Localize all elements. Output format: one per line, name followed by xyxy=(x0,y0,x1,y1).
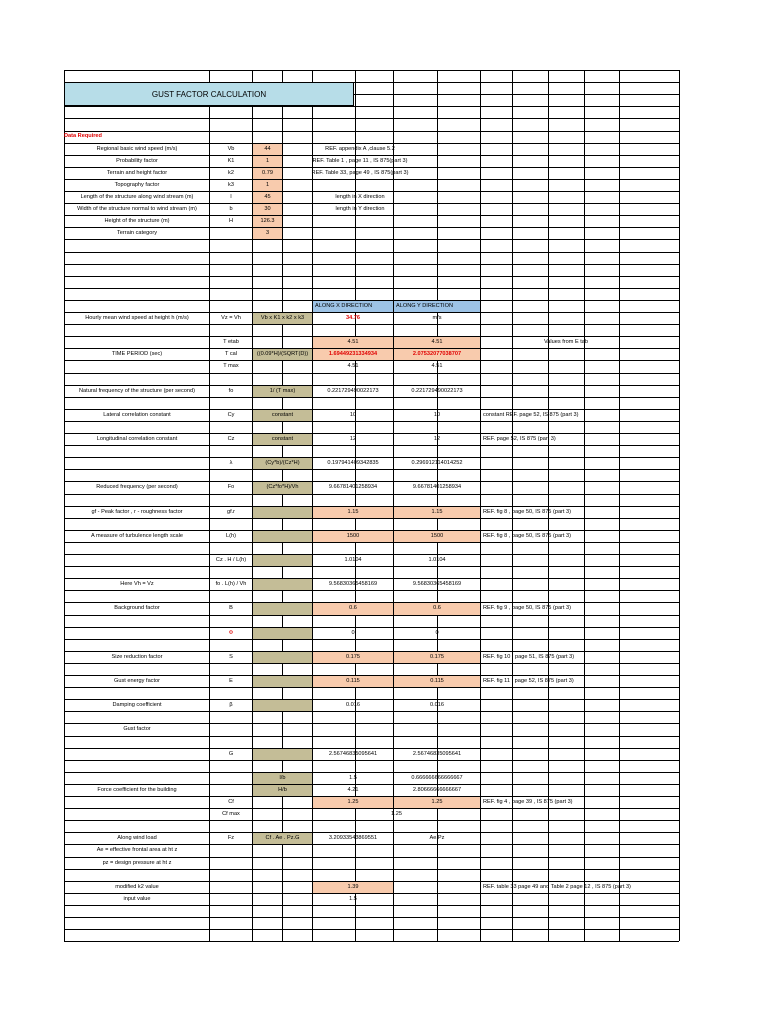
grid-line xyxy=(679,70,680,941)
grid-line xyxy=(64,542,679,543)
force-lb-x: 1.5 xyxy=(349,774,357,781)
grid-line xyxy=(584,70,585,941)
force-cf-y: 1.25 xyxy=(394,797,480,808)
header-y-direction: ALONG Y DIRECTION xyxy=(394,301,480,312)
input-value-number: 1.5 xyxy=(349,895,357,902)
calc-symbol xyxy=(210,724,252,736)
input-reference: length in X direction xyxy=(335,193,385,200)
along-wind-note: pz = design pressure at ht z xyxy=(102,859,172,866)
input-value: 1 xyxy=(253,180,282,191)
calc-y: 1.15 xyxy=(394,507,480,518)
force-hb-formula: H/b xyxy=(253,785,312,796)
grid-line xyxy=(64,445,679,446)
calc-x: 0.221729490022173 xyxy=(327,387,379,394)
calc-reference: REF. fig 10 , page 51, IS 875 (part 3) xyxy=(483,653,575,660)
calc-y: 10 xyxy=(433,411,441,418)
calc-y xyxy=(394,724,480,736)
grid-line xyxy=(548,70,549,941)
calc-x: 0.197941409342835 xyxy=(327,459,379,466)
grid-line xyxy=(64,566,679,567)
calc-symbol: L(h) xyxy=(226,532,236,539)
calc-x: 1.15 xyxy=(313,507,393,518)
calc-formula xyxy=(253,531,312,542)
calc-x: 2.56746835095641 xyxy=(328,750,378,757)
input-value: 0.79 xyxy=(253,168,282,179)
calc-reference: REF. fig 11 , page 52, IS 875 (part 3) xyxy=(483,677,574,684)
calc-reference: REF. fig 8 , page 50, IS 875 (part 3) xyxy=(483,532,571,539)
force-cf-symbol: Cf xyxy=(228,798,234,805)
calc-y: 0.6 xyxy=(394,603,480,615)
grid-line xyxy=(64,373,679,374)
calc-formula xyxy=(253,676,312,687)
force-cfmax-value: 1.25 xyxy=(391,810,402,817)
calc-y: 0.221729490022173 xyxy=(411,387,463,394)
calc-reference: constant REF. page 52, IS 875 (part 3) xyxy=(483,411,579,418)
input-symbol: K1 xyxy=(227,157,235,164)
time-period-symbol: T max xyxy=(223,363,239,370)
calc-reference xyxy=(481,749,619,760)
calc-formula: constant xyxy=(253,434,312,445)
time-period-formula xyxy=(253,337,312,348)
time-period-symbol: T etab xyxy=(223,338,239,345)
time-period-x: 4.51 xyxy=(347,363,359,370)
calc-x xyxy=(313,724,393,736)
input-symbol xyxy=(210,228,252,239)
calc-reference xyxy=(481,579,619,590)
calc-y: 1.0104 xyxy=(428,556,446,563)
calc-formula xyxy=(253,652,312,663)
modified-k2-description: modified k2 value xyxy=(115,883,159,890)
calc-x: 1500 xyxy=(313,531,393,542)
grid-line xyxy=(64,469,679,470)
time-period-note xyxy=(513,349,619,360)
calc-x: 1.0104 xyxy=(344,556,362,563)
grid-line xyxy=(64,905,679,906)
grid-line xyxy=(619,70,620,941)
calc-description: gf - Peak factor , r - roughness factor xyxy=(91,508,183,515)
time-period-formula: ((0.09*H)/(SQRT(D)) xyxy=(253,349,312,360)
time-period-label: TIME PERIOD (sec) xyxy=(111,351,163,358)
along-wind-value: 3.20933543869551 xyxy=(328,834,378,841)
calc-formula: constant xyxy=(253,410,312,421)
grid-line xyxy=(64,917,679,918)
force-lb-formula: l/b xyxy=(253,773,312,784)
input-symbol: l xyxy=(230,193,232,200)
grid-line xyxy=(64,70,679,71)
grid-line xyxy=(64,324,679,325)
calc-symbol: Φ xyxy=(228,629,234,636)
grid-line xyxy=(64,494,679,495)
grid-line xyxy=(64,239,679,240)
calc-symbol: Cz . H / L(h) xyxy=(215,556,247,563)
time-period-y: 2.07532077038707 xyxy=(394,349,480,360)
force-cf-x: 1.25 xyxy=(313,797,393,808)
calc-description: A measure of turbulence length scale xyxy=(90,532,184,539)
calc-symbol: fo xyxy=(228,387,234,394)
input-value: 45 xyxy=(253,192,282,203)
input-reference: length in Y direction xyxy=(335,205,385,212)
calc-y: 1500 xyxy=(394,531,480,542)
input-reference: REF. appendix A ,clause 5.2 xyxy=(325,145,395,152)
calc-symbol: λ xyxy=(229,459,233,466)
calc-symbol: fo . L(h) / Vh xyxy=(215,580,247,587)
input-value: 30 xyxy=(253,204,282,215)
input-reference xyxy=(283,180,437,191)
calc-formula xyxy=(253,507,312,518)
input-value: 126.3 xyxy=(253,216,282,227)
along-wind-unit: Ae.Pz xyxy=(429,834,445,841)
input-description: Terrain and height factor xyxy=(106,169,168,176)
hourly-symbol: Vz = Vh xyxy=(221,314,241,321)
input-reference xyxy=(283,216,437,227)
calc-description: Reduced frequency (per second) xyxy=(96,484,178,491)
hourly-value: 34.76 xyxy=(346,314,360,321)
calc-x: 0.016 xyxy=(346,701,360,708)
grid-line xyxy=(64,929,679,930)
modified-k2-reference: REF. table 33 page 49 and Table 2 page 12 , IS 875 (part 3) xyxy=(483,883,631,890)
input-reference xyxy=(283,228,437,239)
input-symbol: Vb xyxy=(227,145,235,152)
calc-formula: 1/ (T max) xyxy=(253,386,312,397)
calc-reference xyxy=(481,458,619,469)
grid-line xyxy=(64,118,679,119)
input-value: 3 xyxy=(253,228,282,239)
data-required-label: Data Required xyxy=(64,133,102,139)
calc-symbol: B xyxy=(229,605,233,612)
input-description: Height of the structure (m) xyxy=(104,217,170,224)
calc-symbol: Cz xyxy=(227,435,235,442)
grid-line xyxy=(64,106,679,107)
calc-y: 9.66781401258934 xyxy=(412,484,462,491)
calc-x: 9.56830365458169 xyxy=(328,580,378,587)
grid-line xyxy=(64,663,679,664)
calc-description xyxy=(65,749,209,760)
header-x-direction: ALONG X DIRECTION xyxy=(313,301,393,312)
time-period-y: 4.51 xyxy=(394,337,480,348)
time-period-formula xyxy=(253,361,312,373)
calc-x: 0.175 xyxy=(313,652,393,663)
force-description: Force coefficient for the building xyxy=(97,786,177,793)
calc-y: 2.56746835095641 xyxy=(412,750,462,757)
input-description: Probability factor xyxy=(116,157,158,164)
input-description: Topography factor xyxy=(114,181,160,188)
along-wind-formula: Cf . Ae . Pz.G xyxy=(253,833,312,844)
calc-description: Here Vh = Vz xyxy=(120,580,154,587)
grid-line xyxy=(64,518,679,519)
calc-description xyxy=(65,555,209,566)
hourly-unit: m/s xyxy=(432,314,442,321)
calc-x: 9.66781401258934 xyxy=(328,484,378,491)
calc-description: Gust factor xyxy=(123,726,151,733)
force-cfmax-symbol: Cf max xyxy=(222,810,240,817)
input-reference: REF. Table 33, page 49 , IS 875(part 3) xyxy=(311,169,409,176)
input-description: Terrain category xyxy=(116,229,158,236)
along-wind-description: Along wind load xyxy=(117,834,157,841)
input-description: Width of the structure normal to wind stream (m) xyxy=(77,205,197,212)
calc-formula xyxy=(253,749,312,760)
grid-line xyxy=(64,252,679,253)
calc-reference: REF. page 52, IS 875 (part 3) xyxy=(483,435,556,442)
calc-description: Lateral correlation constant xyxy=(103,411,171,418)
calc-reference xyxy=(481,386,619,397)
input-symbol: k3 xyxy=(228,181,234,188)
input-symbol: k2 xyxy=(228,169,234,176)
force-hb-x: 4.21 xyxy=(347,786,359,793)
calc-y: 12 xyxy=(433,435,441,442)
time-period-note xyxy=(513,361,619,373)
sheet-title: GUST FACTOR CALCULATION xyxy=(64,82,354,106)
input-value: 44 xyxy=(253,144,282,155)
calc-description: Damping coefficient xyxy=(112,701,162,708)
grid-line xyxy=(64,131,679,132)
along-wind-symbol: Fz xyxy=(227,834,235,841)
calc-reference xyxy=(481,628,619,639)
calc-y: 0.296912114014252 xyxy=(411,459,463,466)
calc-x: 0 xyxy=(351,629,355,636)
force-hb-y: 2.80666666666667 xyxy=(412,786,462,793)
grid-line xyxy=(64,615,679,616)
modified-k2-value: 1.39 xyxy=(313,882,393,893)
time-period-x: 1.69449231334934 xyxy=(313,349,393,360)
calc-symbol: E xyxy=(229,677,233,684)
grid-line xyxy=(64,590,679,591)
calc-y: 9.56830365458169 xyxy=(412,580,462,587)
grid-line xyxy=(64,264,679,265)
grid-line xyxy=(64,397,679,398)
force-cf-reference: REF. fig 4 , page 39 , IS 875 (part 3) xyxy=(483,798,573,805)
calc-y: 0.175 xyxy=(394,652,480,663)
input-description: Regional basic wind speed (m/s) xyxy=(96,145,178,152)
calc-description: Gust energy factor xyxy=(113,677,160,684)
input-symbol: b xyxy=(229,205,233,212)
grid-line xyxy=(64,711,679,712)
calc-formula xyxy=(253,628,312,639)
calc-formula xyxy=(253,700,312,711)
calc-description: Background factor xyxy=(114,605,160,612)
calc-y: 0 xyxy=(435,629,439,636)
calc-description: Longitudinal correlation constant xyxy=(96,435,178,442)
grid-line xyxy=(64,687,679,688)
calc-symbol: Cy xyxy=(227,411,235,418)
grid-line xyxy=(64,639,679,640)
time-period-x: 4.51 xyxy=(313,337,393,348)
input-value-description: input value xyxy=(123,895,151,902)
time-period-note: Values from E tab xyxy=(543,338,589,345)
calc-reference xyxy=(481,700,619,711)
calc-y: 0.016 xyxy=(430,701,444,708)
calc-symbol: Fo xyxy=(227,484,235,491)
calc-x: 0.6 xyxy=(313,603,393,615)
calc-symbol: gf.r xyxy=(226,508,236,515)
calc-reference xyxy=(481,555,619,566)
grid-line xyxy=(64,760,679,761)
grid-line xyxy=(64,288,679,289)
grid-line xyxy=(64,421,679,422)
calc-reference xyxy=(481,724,619,736)
calc-formula xyxy=(253,603,312,615)
calc-symbol: S xyxy=(229,653,233,660)
input-symbol: H xyxy=(228,217,234,224)
input-description: Length of the structure along wind stream (m) xyxy=(80,193,194,200)
calc-description: Natural frequency of the structure (per second) xyxy=(79,387,195,394)
grid-line xyxy=(64,820,679,821)
grid-line xyxy=(480,70,481,941)
calc-symbol: G xyxy=(228,750,234,757)
calc-formula: (Cy*b)/(Cz*H) xyxy=(253,458,312,469)
input-value: 1 xyxy=(253,156,282,167)
calc-x: 12 xyxy=(349,435,357,442)
input-reference: REF. Table 1 , page 11 , IS 875(part 3) xyxy=(312,157,408,164)
calc-formula xyxy=(253,555,312,566)
calc-y: 0.115 xyxy=(394,676,480,687)
hourly-description: Hourly mean wind speed at height h (m/s) xyxy=(85,314,189,321)
calc-symbol: β xyxy=(229,701,233,708)
calc-description xyxy=(65,628,209,639)
time-period-y: 4.51 xyxy=(431,363,443,370)
calc-reference: REF. fig 9 , page 50, IS 875 (part 3) xyxy=(483,605,571,612)
calc-x: 10 xyxy=(349,411,357,418)
grid-line xyxy=(64,276,679,277)
calc-formula: (Cz*fo*H)/Vh xyxy=(253,482,312,494)
along-wind-note: Ae = effective frontal area at ht z xyxy=(96,847,178,854)
hourly-formula: Vb x K1 x k2 x k3 xyxy=(253,313,312,324)
calc-formula xyxy=(253,579,312,590)
calc-description xyxy=(65,458,209,469)
calc-reference: REF. fig 8 , page 50, IS 875 (part 3) xyxy=(483,508,571,515)
grid-line xyxy=(64,736,679,737)
grid-line xyxy=(64,869,679,870)
force-lb-y: 0.666666666666667 xyxy=(411,774,463,781)
grid-line xyxy=(64,941,679,942)
grid-line xyxy=(512,70,513,941)
calc-description: Size reduction factor xyxy=(111,653,163,660)
calc-reference xyxy=(481,482,619,494)
calc-x: 0.115 xyxy=(313,676,393,687)
time-period-symbol: T cal xyxy=(224,350,238,357)
